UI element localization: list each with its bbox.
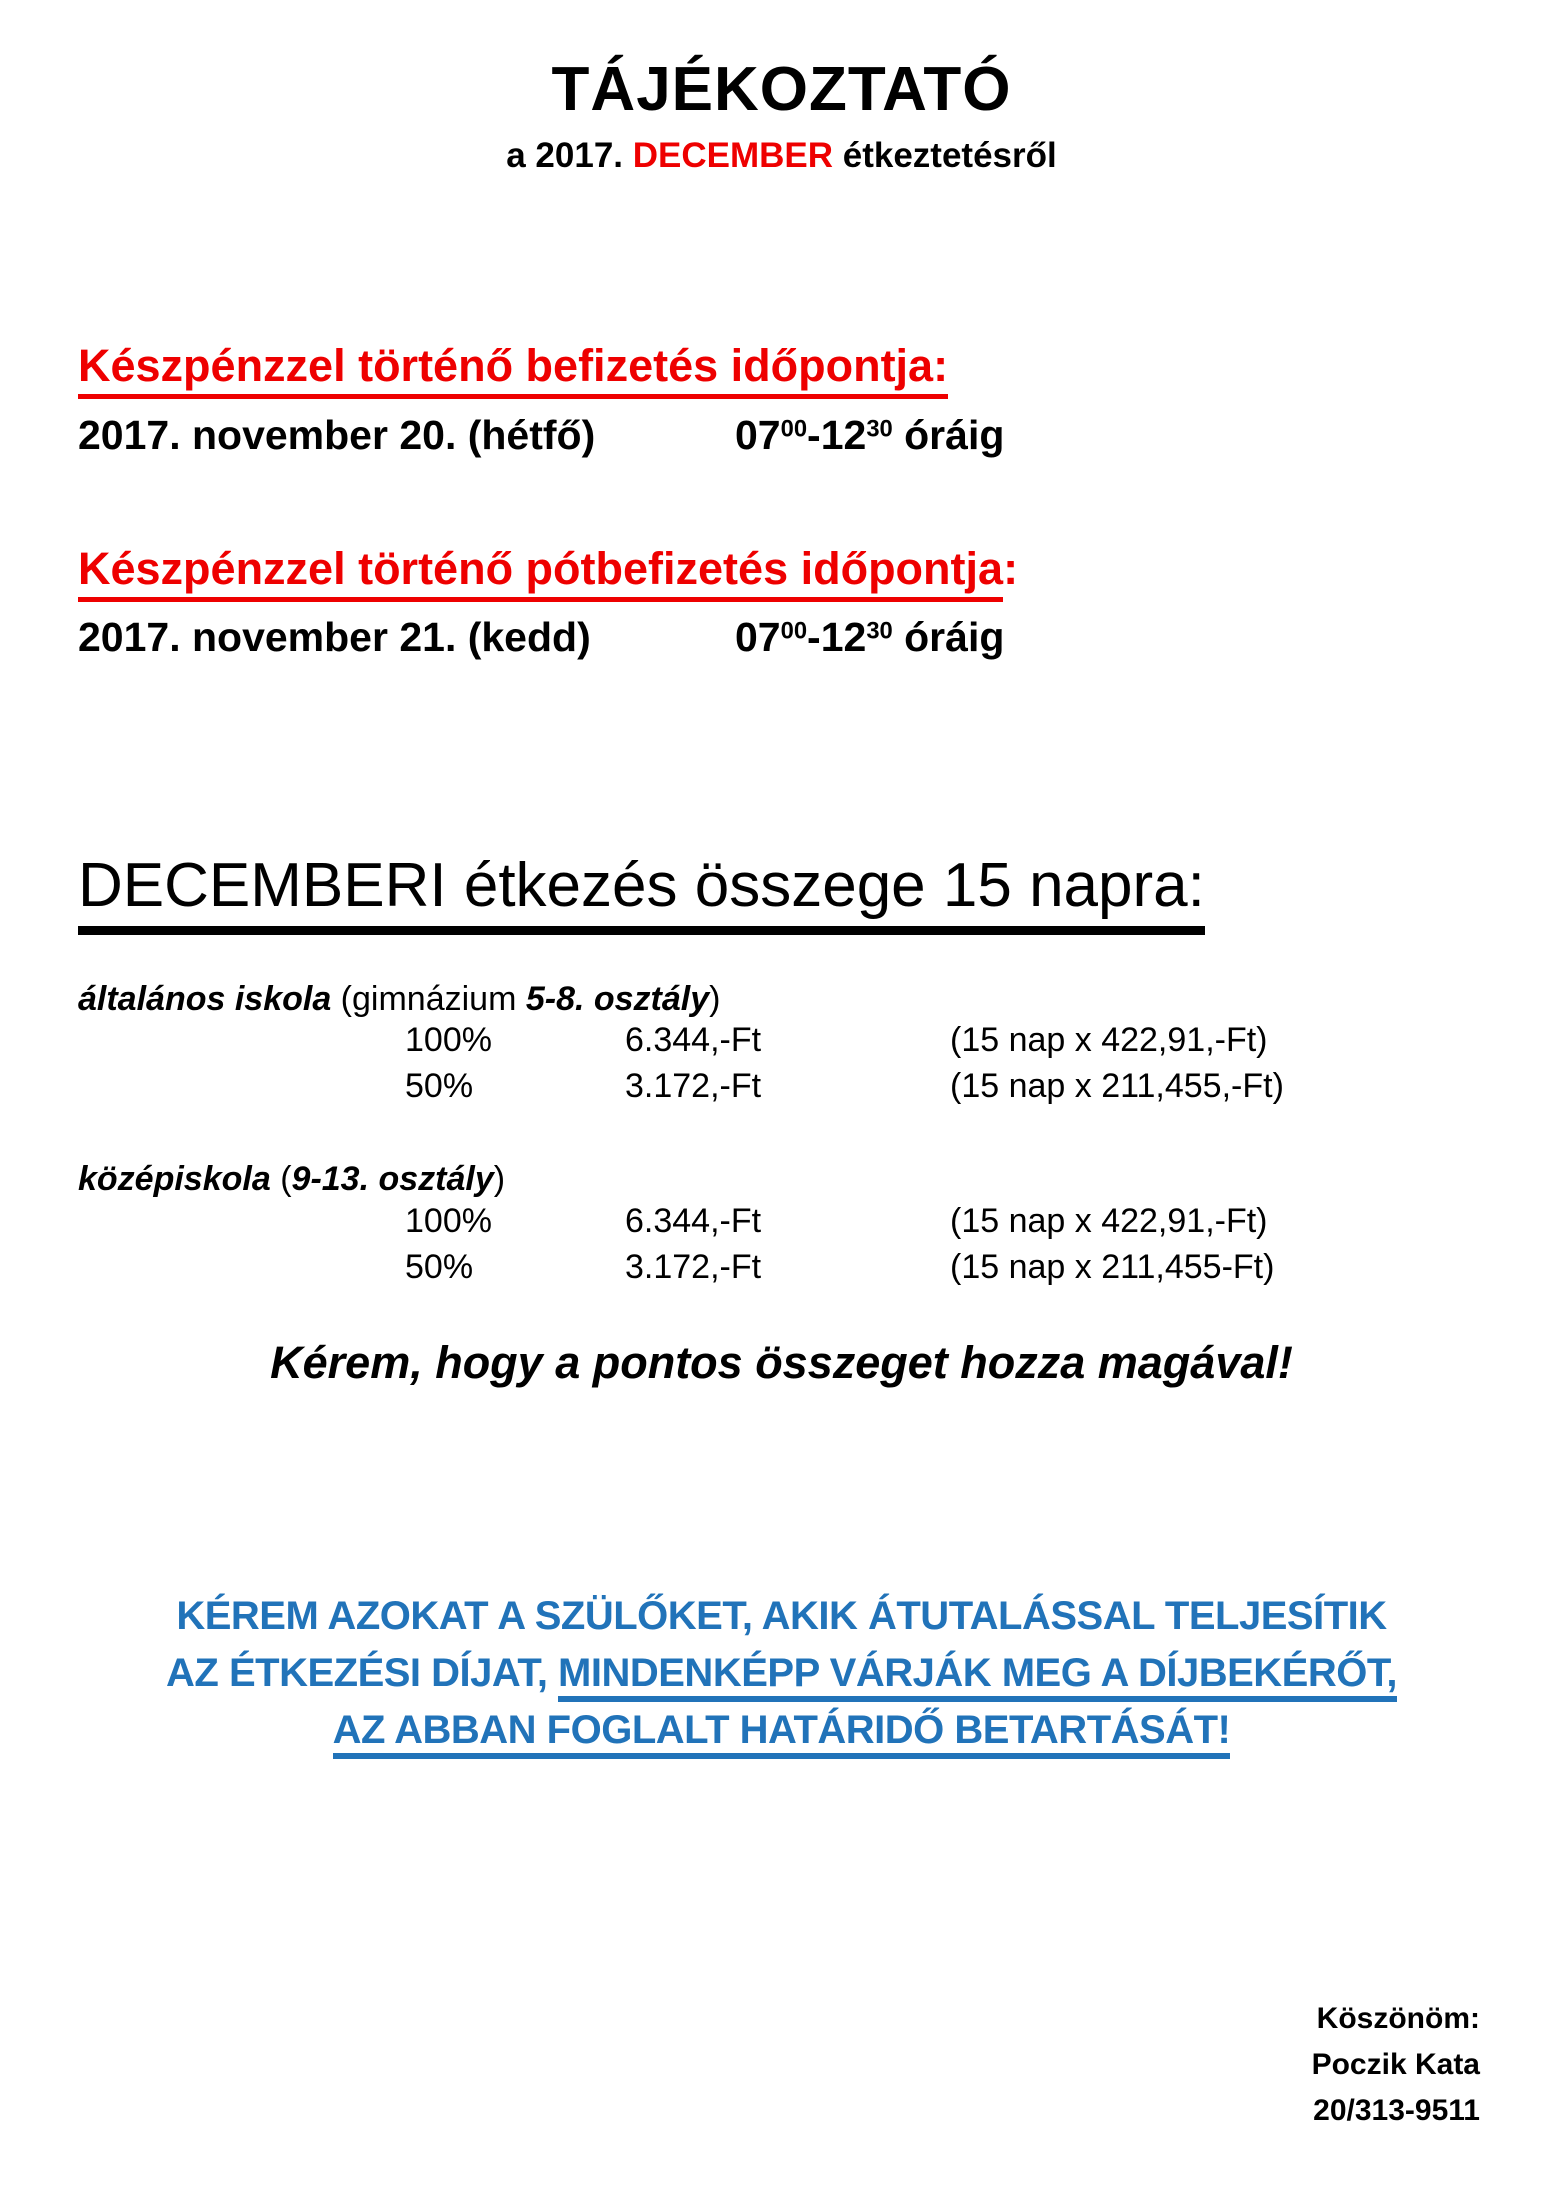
extra-payment-time: [735, 614, 1004, 661]
signature-thanks: Köszönöm:: [1316, 2002, 1480, 2035]
time-tail: óráig: [892, 614, 1005, 660]
payment-date: 2017. november 20. (hétfő): [78, 412, 596, 458]
time-sup-start: 00: [780, 617, 808, 645]
transfer-notice-line2-pre: AZ ÉTKEZÉSI DÍJAT,: [166, 1651, 559, 1695]
time-hour-end: -12: [807, 412, 867, 458]
fee-percent: 100%: [405, 1202, 492, 1240]
page-subtitle: [0, 136, 1563, 176]
subtitle-month-highlight: DECEMBER: [632, 136, 834, 175]
fee-percent: 100%: [405, 1021, 492, 1059]
group2-grades: 9-13. osztály: [291, 1160, 494, 1198]
exact-amount-note: Kérem, hogy a pontos összeget hozza magával!: [270, 1337, 1293, 1388]
time-sup-start: 00: [780, 415, 808, 443]
extra-payment-heading-text: Készpénzzel történő pótbefizetés időpontja: [78, 543, 1003, 602]
fee-row: [0, 1021, 1563, 1067]
page-title: TÁJÉKOZTATÓ: [551, 55, 1012, 124]
fee-amount: 6.344,-Ft: [625, 1202, 762, 1240]
fee-calc: (15 nap x 211,455,-Ft): [950, 1067, 1284, 1105]
time-hour-start: 07: [735, 614, 781, 660]
group-label-highschool: [78, 1160, 505, 1199]
transfer-notice-line1: KÉREM AZOKAT A SZÜLŐKET, AKIK ÁTUTALÁSSAL TELJESÍTIK: [176, 1594, 1387, 1638]
payment-heading-text: Készpénzzel történő befizetés időpontja:: [78, 340, 948, 399]
transfer-notice-line3-underlined: AZ ABBAN FOGLALT HATÁRIDŐ BETARTÁSÁT!: [333, 1708, 1231, 1759]
signature-phone: 20/313-9511: [1313, 2094, 1480, 2127]
subtitle-post: étkeztetésről: [833, 136, 1057, 175]
december-heading: [78, 850, 1205, 935]
signature-name: Poczik Kata: [1311, 2048, 1480, 2081]
signature-block: [1312, 1996, 1480, 2134]
group2-mid: (: [270, 1160, 292, 1198]
fee-calc: (15 nap x 211,455-Ft): [950, 1248, 1275, 1286]
time-sup-end: 30: [866, 617, 893, 645]
group1-mid: (gimnázium: [331, 980, 526, 1018]
group2-name: középiskola: [78, 1160, 271, 1198]
fee-row: [0, 1202, 1563, 1248]
subtitle-pre: a 2017.: [506, 136, 633, 175]
fee-amount: 6.344,-Ft: [625, 1021, 762, 1059]
transfer-notice: [0, 1588, 1563, 1759]
fee-amount: 3.172,-Ft: [625, 1067, 762, 1105]
time-sup-end: 30: [866, 415, 893, 443]
payment-time: [735, 412, 1004, 459]
extra-payment-heading: [78, 543, 1018, 602]
group1-end: ): [709, 980, 721, 1018]
time-hour-start: 07: [735, 412, 781, 458]
extra-payment-date: 2017. november 21. (kedd): [78, 614, 591, 660]
extra-payment-date-line: [0, 614, 1563, 674]
fee-percent: 50%: [405, 1067, 474, 1105]
payment-heading: [78, 340, 948, 399]
group-label-elementary: [78, 980, 720, 1019]
fee-calc: (15 nap x 422,91,-Ft): [950, 1021, 1268, 1059]
fee-row: [0, 1067, 1563, 1113]
december-heading-text: DECEMBERI étkezés összege 15 napra:: [78, 850, 1205, 935]
payment-date-line: [0, 412, 1563, 472]
time-hour-end: -12: [807, 614, 867, 660]
fee-percent: 50%: [405, 1248, 474, 1286]
fee-row: [0, 1248, 1563, 1294]
group2-end: ): [493, 1160, 506, 1198]
transfer-notice-line2-underlined: MINDENKÉPP VÁRJÁK MEG A DÍJBEKÉRŐT,: [558, 1651, 1397, 1702]
group1-grades: 5-8. osztály: [525, 980, 710, 1018]
fee-calc: (15 nap x 422,91,-Ft): [950, 1202, 1268, 1240]
time-tail: óráig: [892, 412, 1005, 458]
group1-name: általános iskola: [78, 980, 332, 1018]
fee-amount: 3.172,-Ft: [625, 1248, 762, 1286]
extra-payment-heading-colon: :: [1003, 543, 1019, 594]
